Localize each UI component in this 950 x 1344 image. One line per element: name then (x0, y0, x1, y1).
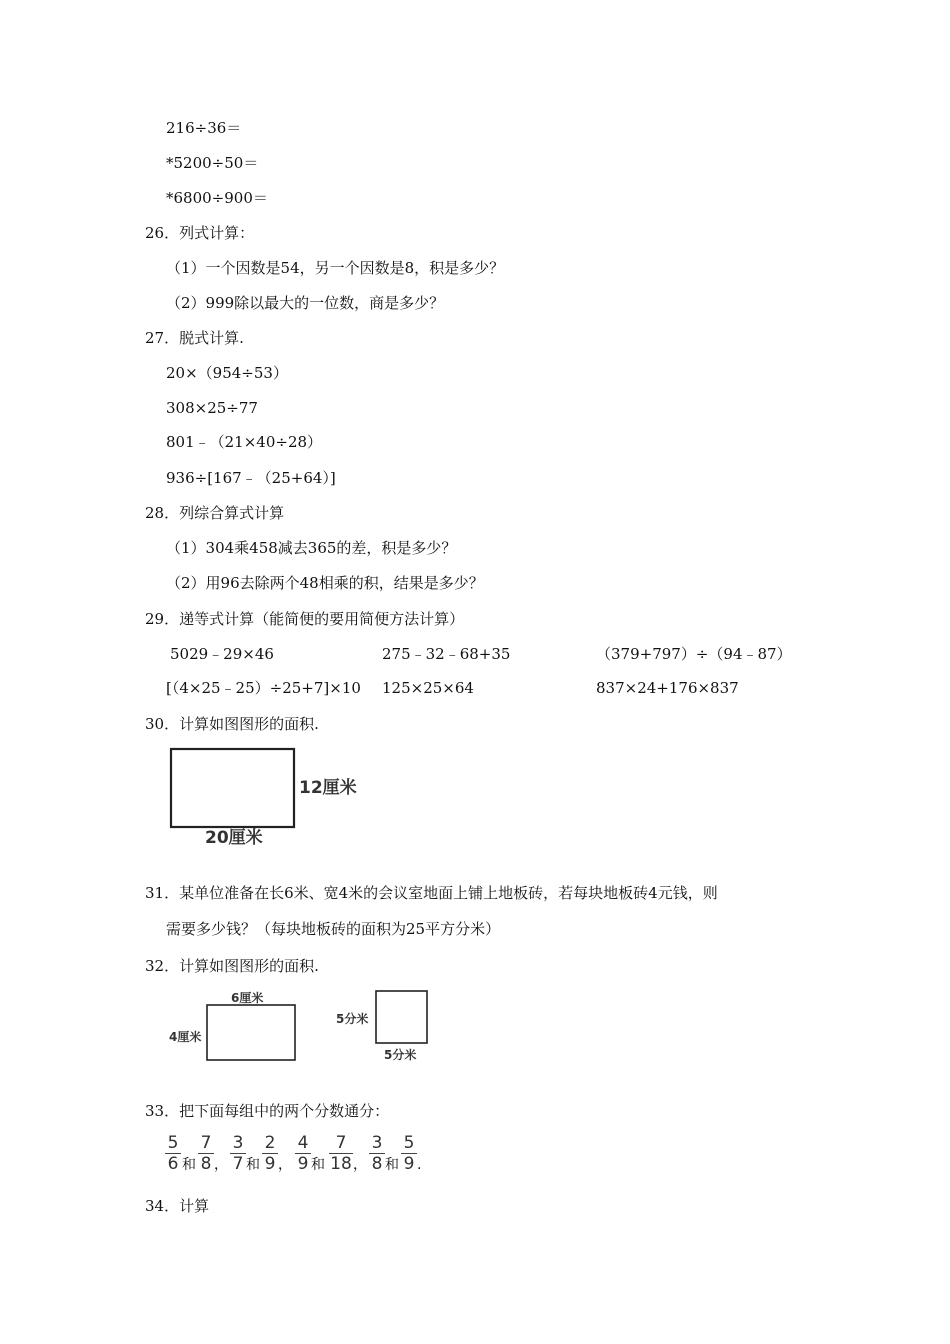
fraction (369, 1134, 385, 1173)
q32-title: 32．计算如图图形的面积. (145, 957, 319, 975)
q27-item-3: 801﹣（21×40÷28） (166, 433, 323, 451)
q29-expr-6: 837×24+176×837 (596, 679, 739, 697)
calc-line-2: *5200÷50＝ (166, 154, 259, 172)
q30-title: 30．计算如图图形的面积. (145, 715, 319, 733)
separator: . (417, 1157, 422, 1173)
q29-expr-2: 275﹣32﹣68+35 (382, 645, 511, 663)
q27-title: 27．脱式计算. (145, 329, 244, 347)
fraction (295, 1134, 311, 1173)
numerator: 5 (165, 1134, 181, 1154)
q32-rectangle (207, 1005, 295, 1060)
q26-title: 26．列式计算： (145, 224, 255, 242)
numerator: 7 (329, 1134, 353, 1154)
q29-expr-3: （379+797）÷（94﹣87） (596, 645, 792, 663)
calc-line-1: 216÷36＝ (166, 119, 242, 137)
q32-square-left-label: 5分米 (336, 1012, 369, 1026)
numerator: 3 (369, 1134, 385, 1154)
q32-rect-top-label: 6厘米 (231, 991, 264, 1005)
numerator: 5 (401, 1134, 417, 1154)
denominator: 6 (167, 1154, 179, 1174)
numerator: 7 (198, 1134, 214, 1154)
q31-line-2: 需要多少钱？（每块地板砖的面积为25平方分米） (166, 920, 501, 938)
q29-expr-5: 125×25×64 (382, 679, 474, 697)
q34-title: 34．计算 (145, 1197, 210, 1215)
numerator: 3 (230, 1134, 246, 1154)
q27-item-1: 20×（954÷53） (166, 364, 288, 382)
q32-rect-left-label: 4厘米 (169, 1030, 202, 1044)
denominator: 8 (371, 1154, 383, 1174)
connector: 和 (311, 1157, 325, 1173)
connector: 和 (385, 1157, 399, 1173)
q27-item-4: 936÷[167﹣（25+64）] (166, 469, 336, 487)
numerator: 2 (262, 1134, 278, 1154)
q29-expr-1: 5029﹣29×46 (170, 645, 274, 663)
q29-expr-4: [（4×25﹣25）÷25+7]×10 (166, 679, 361, 697)
q32-square (376, 991, 427, 1043)
q33-title: 33．把下面每组中的两个分数通分： (145, 1102, 390, 1120)
calc-line-3: *6800÷900＝ (166, 189, 268, 207)
q32-square-figure (330, 985, 440, 1065)
q27-item-2: 308×25÷77 (166, 399, 258, 417)
q28-title: 28．列综合算式计算 (145, 504, 285, 522)
fraction (262, 1134, 278, 1173)
denominator: 9 (264, 1154, 276, 1174)
denominator: 9 (403, 1154, 415, 1174)
q26-item-2: （2）999除以最大的一位数，商是多少？ (166, 294, 445, 312)
q30-width-label: 20厘米 (205, 828, 263, 848)
separator: ， (353, 1157, 367, 1173)
fraction (329, 1134, 353, 1173)
denominator: 8 (200, 1154, 212, 1174)
connector: 和 (246, 1157, 260, 1173)
fraction (165, 1134, 181, 1173)
denominator: 18 (330, 1154, 352, 1174)
q30-height-label: 12厘米 (299, 778, 357, 798)
connector: 和 (182, 1157, 196, 1173)
numerator: 4 (295, 1134, 311, 1154)
separator: ， (214, 1157, 228, 1173)
q28-item-2: （2）用96去除两个48相乘的积，结果是多少？ (166, 574, 484, 592)
fraction (198, 1134, 214, 1173)
q30-rectangle-figure (165, 745, 380, 855)
denominator: 9 (297, 1154, 309, 1174)
q30-rectangle (171, 749, 294, 827)
fraction (401, 1134, 417, 1173)
q31-line-1: 31．某单位准备在长6米、宽4米的会议室地面上铺上地板砖，若每块地板砖4元钱，则 (145, 884, 718, 902)
q32-square-bottom-label: 5分米 (384, 1048, 417, 1062)
fraction (230, 1134, 246, 1173)
q26-item-1: （1）一个因数是54，另一个因数是8，积是多少？ (166, 259, 505, 277)
q29-title: 29．递等式计算（能简便的要用简便方法计算） (145, 610, 465, 628)
q28-item-1: （1）304乘458减去365的差，积是多少？ (166, 539, 457, 557)
q32-rectangle-figure (165, 985, 305, 1070)
separator: ， (278, 1157, 292, 1173)
denominator: 7 (232, 1154, 244, 1174)
